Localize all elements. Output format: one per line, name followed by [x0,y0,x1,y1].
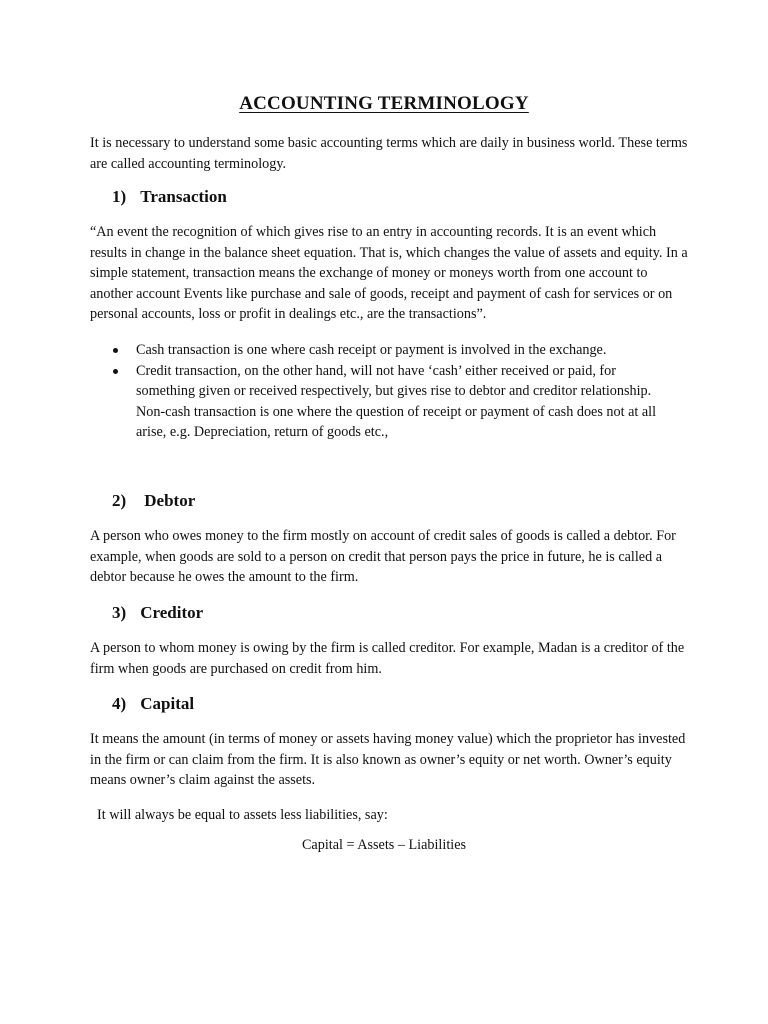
list-item [108,361,668,443]
section-heading-transaction [112,187,227,207]
section-heading-capital [112,694,194,714]
transaction-paragraph: “An event the recognition of which gives rise to an entry in accounting records. It is an event which results in change in the balance sheet equation. That is, which changes the value of assets and equity. In a simple statement, transaction means the exchange of money or moneys worth from one account to another account Events like purchase and sale of goods, receipt and payment of cash for services or on personal accounts, loss or profit in dealings etc., are the transactions”. [90,224,688,322]
section-heading-debtor [112,491,195,511]
capital-paragraph: It means the amount (in terms of money or assets having money value) which the proprietor has invested in the firm or can claim from the firm. It is also known as owner’s equity or net worth. Owner’s equity means owner’s claim against the assets. [90,731,686,788]
capital-formula: Capital = Assets – Liabilities [301,837,467,853]
intro-paragraph: It is necessary to understand some basic accounting terms which are daily in business world. These terms are called accounting terminology. [90,135,688,172]
section-heading-creditor [112,603,203,623]
list-item [108,340,668,361]
bullet-text: Credit transaction, on the other hand, will not have ‘cash’ either received or paid, for something given or received respectively, but gives rise to debtor and creditor relationship. Non-cash transaction is one where the question of receipt or payment of cash does not at all arise, e.g. Depreciation, return of goods etc., [136,362,657,440]
section-number: 1) [112,187,127,206]
debtor-paragraph: A person who owes money to the firm mostly on account of credit sales of goods is called a debtor. For example, when goods are sold to a person on credit that person pays the price in future, he is called a debtor because he owes the amount to the firm. [90,528,676,585]
section-label: Debtor [144,491,196,510]
section-label: Creditor [140,603,204,622]
bullet-text: Cash transaction is one where cash receipt or payment is involved in the exchange. [136,342,607,358]
creditor-paragraph: A person to whom money is owing by the firm is called creditor. For example, Madan is a creditor of the firm when goods are purchased on credit from him. [90,640,685,677]
section-label: Transaction [140,187,227,206]
bullet-icon [113,348,118,353]
page-title: ACCOUNTING TERMINOLOGY [239,93,529,114]
section-number: 3) [112,603,127,622]
section-number: 4) [112,694,127,713]
bullet-icon [113,369,118,374]
section-number: 2) [112,491,127,510]
capital-note: It will always be equal to assets less liabilities, say: [97,807,388,823]
section-label: Capital [140,694,195,713]
transaction-bullet-list [108,340,668,443]
